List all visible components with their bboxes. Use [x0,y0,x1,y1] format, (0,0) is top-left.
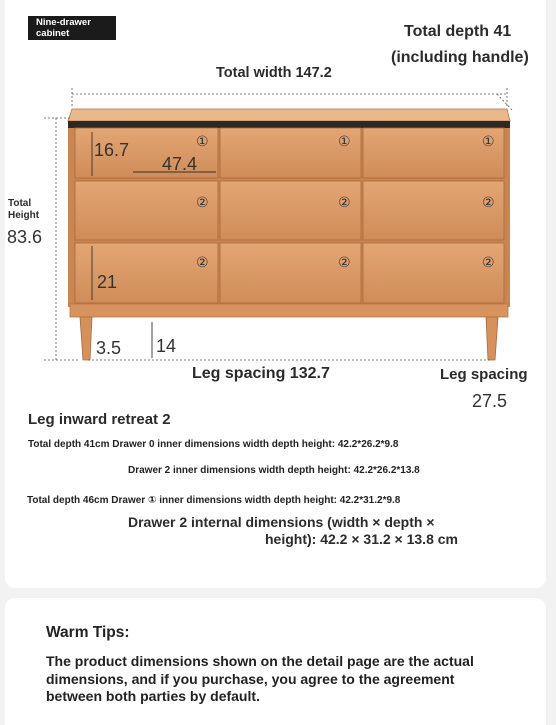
drawer-height-top: 16.7 [94,140,130,160]
total-width-label: Total width 147.2 [216,65,332,81]
drawer-width: 47.4 [162,154,198,174]
total-depth-label: Total depth 41 [404,23,512,40]
dimension-line-1: Total depth 41cm Drawer 0 inner dimensions width depth height: 42.2*26.2*9.8 [28,439,399,450]
drawer-height-bottom: 21 [97,272,118,292]
drawer-marker-r3c3: ② [482,254,495,270]
leg-front-right [486,317,498,360]
drawer-marker-r2c2: ② [338,194,351,210]
leg-height-value: 14 [156,336,177,356]
leg-spacing-side-value: 27.5 [472,391,508,411]
drawer-row-1 [75,128,504,178]
drawer-row-3 [75,243,504,303]
warm-tips-body: The product dimensions shown on the detail page are the actual dimensions, and if you purchase, you agree to the agreement between both parties by default. [46,653,474,704]
product-badge [28,16,116,40]
leg-inset-value: 3.5 [96,338,122,358]
drawer2-internal-line1: Drawer 2 internal dimensions (width × depth × [128,514,435,530]
drawer-marker-r3c2: ② [338,254,351,270]
cabinet-top [68,109,510,121]
leg-front-left [80,317,92,360]
badge-line-2: cabinet [36,28,70,39]
dimension-line-2: Drawer 2 inner dimensions width depth height: 42.2*26.2*13.8 [128,465,420,476]
total-height-value: 83.6 [7,227,43,247]
total-height-label-2: Height [8,210,40,221]
drawer-marker-r2c3: ② [482,194,495,210]
including-handle-label: (including handle) [391,49,529,66]
dimension-line-3: Total depth 46cm Drawer ① inner dimensions width depth height: 42.2*31.2*9.8 [27,495,401,506]
drawer-row-2 [75,181,504,240]
total-height-label-1: Total [8,198,32,209]
leg-spacing-side: Leg spacing [440,366,528,383]
drawer-marker-r1c2: ① [338,133,351,149]
drawer-marker-r3c1: ② [196,254,209,270]
drawer2-internal-line2: height): 42.2 × 31.2 × 13.8 cm [265,531,458,547]
drawer-marker-r2c1: ② [196,194,209,210]
cabinet-plinth [70,304,508,317]
drawer-marker-r1c1: ① [196,133,209,149]
warm-tips-title: Warm Tips: [46,624,130,641]
leg-inward-retreat: Leg inward retreat 2 [28,411,171,428]
badge-line-1: Nine-drawer [36,17,91,28]
leg-spacing-main: Leg spacing 132.7 [192,365,330,382]
drawer-marker-r1c3: ① [482,133,495,149]
